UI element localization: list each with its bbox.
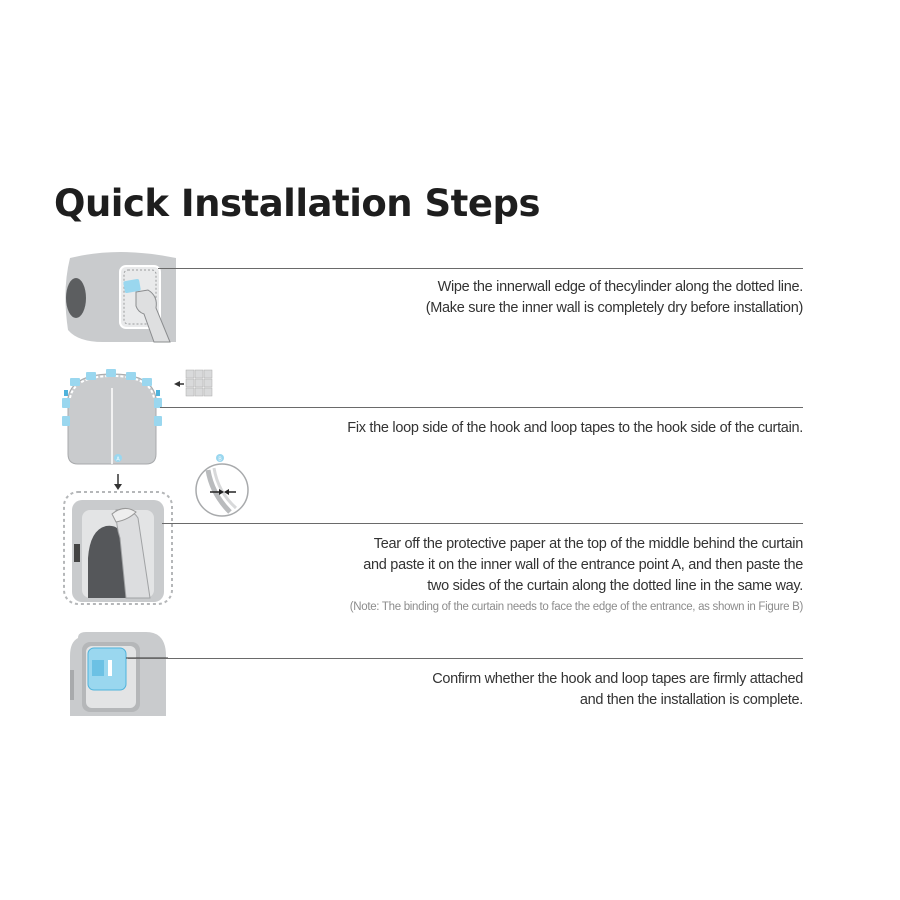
step-1-line-1: Wipe the innerwall edge of thecylinder along the dotted line.	[437, 279, 803, 295]
step-4-text	[432, 669, 803, 711]
step-4-illustration	[68, 630, 168, 718]
step-1-illustration	[58, 250, 178, 350]
step-3-line-2: and paste it on the inner wall of the entrance point A, and then paste the	[363, 557, 803, 573]
step-3-note: (Note: The binding of the curtain needs to face the edge of the entrance, as shown in Figure B)	[349, 601, 803, 613]
step-2-line-1: Fix the loop side of the hook and loop tapes to the hook side of the curtain.	[347, 420, 803, 436]
marker-a: A	[116, 456, 120, 463]
marker-b: B	[218, 456, 222, 463]
step-4-divider	[128, 658, 803, 659]
step-1-line-2: (Make sure the inner wall is completely dry before installation)	[425, 300, 803, 316]
step-4-line-2: and then the installation is complete.	[579, 692, 803, 708]
step-3-line-1: Tear off the protective paper at the top of the middle behind the curtain	[373, 536, 803, 552]
step-3-line-3: two sides of the curtain along the dotted line in the same way.	[427, 578, 803, 594]
step-2-divider	[160, 407, 803, 408]
step-1-divider	[158, 268, 803, 269]
page-title: Quick Installation Steps	[54, 182, 540, 225]
step-3-illustration	[60, 448, 250, 608]
step-3-text	[350, 534, 803, 618]
step-3-divider	[162, 523, 803, 524]
step-4-line-1: Confirm whether the hook and loop tapes are firmly attached	[432, 671, 803, 687]
step-1-text	[426, 277, 803, 319]
step-2-text	[347, 418, 803, 439]
